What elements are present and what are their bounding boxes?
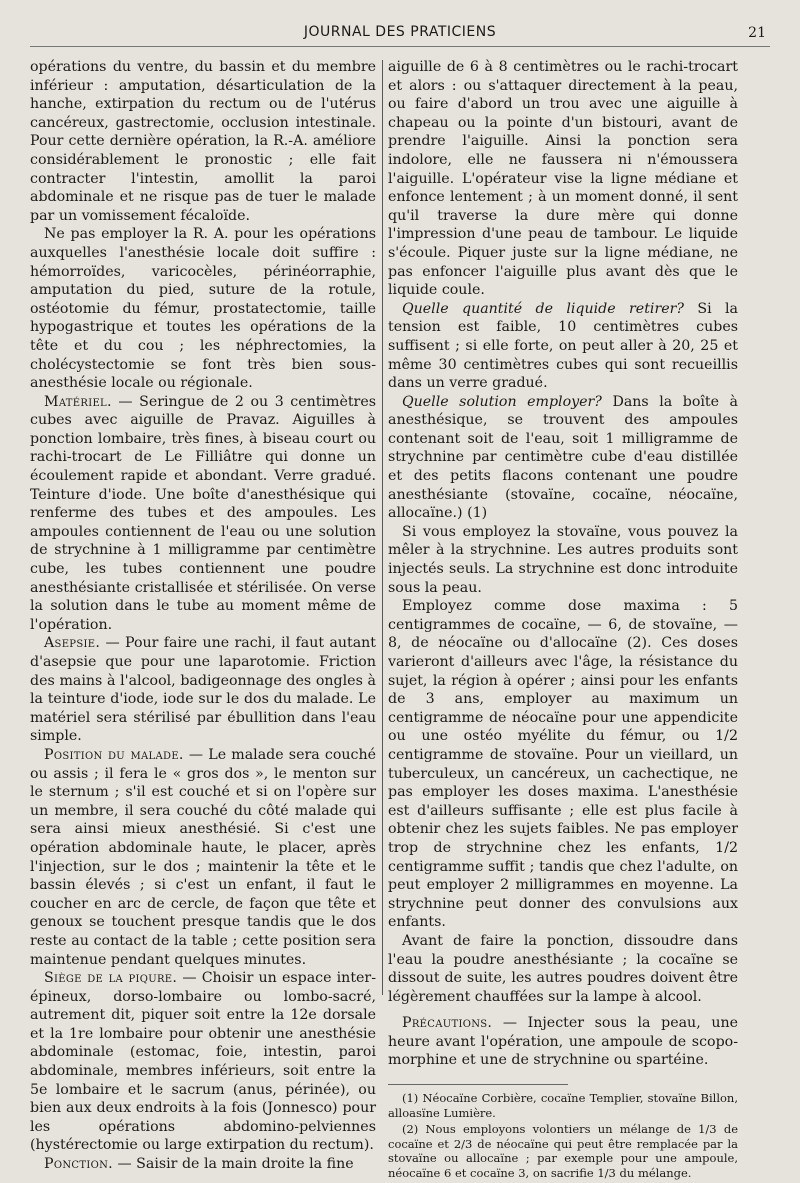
- paragraph-stovaine: Si vous employez la stovaïne, vous pouvez la mêler à la strychnine. Les autres produits sont injectés seuls. La strychnine est donc introduite sous la peau.: [388, 523, 738, 596]
- paragraph-indications: opérations du ventre, du bassin et du membre inférieur : amputation, désarticulation de la hanche, extirpation du rectum ou de l'utérus cancéreux, gastrectomie, occlusion intestinale. Pour cette dernière opération, la R.-A. améliore considérablement le pronostic ; elle fait contracter l'intestin, amollit la paroi abdominale et ne risque pas de tuer le malade par un vomissement fécaloïde.: [30, 59, 376, 224]
- paragraph-ponction: [30, 1155, 376, 1174]
- right-column: [388, 58, 738, 1183]
- section-head-precautions: Précautions.: [402, 1015, 493, 1032]
- paragraph-solution: [388, 393, 738, 523]
- paragraph-quantite: [388, 300, 738, 393]
- section-head-position: Position du malade.: [44, 746, 184, 763]
- paragraph-asepsie: [30, 634, 376, 746]
- paragraph-dissoudre: Avant de faire la ponction, dissoudre dans l'eau la poudre anesthésiante ; la cocaïne se dissout de suite, les autres poudres doivent être légèrement chauffées sur la lampe à alcool.: [388, 932, 738, 1005]
- section-head-asepsie: Asepsie.: [44, 635, 101, 652]
- solution-text: Dans la boîte à anesthésique, se trouvent des ampoules contenant soit de l'eau, soit 1 milligramme de strychnine par centimètre cube d'eau distillée et des petits flacons contenant une poudre anesthésiante (stovaïne, cocaïne, néocaïne, allocaïne.) (1): [388, 393, 738, 522]
- paragraph-position: [30, 746, 376, 969]
- paragraph-doses: Employez comme dose maxima : 5 centigrammes de cocaïne, — 6, de stovaïne, — 8, de néocaïne ou d'allocaïne (2). Ces doses varieront d'ailleurs avec l'âge, la résistance du sujet, la région à opérer ; ainsi pour les enfants de 3 ans, employer au maximum un centigramme de néocaïne pour une appendicite ou une ostéo myélite du fémur, ou 1/2 centigramme de stovaïne. Pour un vieillard, un tuberculeux, un cancéreux, un cachectique, ne pas employer les doses maxima. L'anesthésie est d'ailleurs suffisante ; elle est plus facile à obtenir chez les sujets faibles. Ne pas employer trop de strychnine chez les enfants, 1/2 centigramme suffit ; tandis que chez l'adulte, on peut employer 2 milligrammes en moyenne. La strychnine peut donner des convulsions aux enfants.: [388, 598, 738, 931]
- question-solution: Quelle solution employer?: [402, 393, 602, 410]
- section-head-siege: Siège de la piqure.: [44, 970, 178, 987]
- page-header: [30, 22, 770, 47]
- page-number: 21: [748, 25, 766, 41]
- question-quantite: Quelle quantité de liquide retirer?: [402, 300, 685, 317]
- footnote-2: (2) Nous employons volontiers un mélange de 1/3 de cocaïne et 2/3 de néocaïne qui peut être remplacée par la stovaïne ou allocaïne ; par exemple pour une ampoule, néocaïne 6 et cocaïne 3, on sacrifie 1/3 du mélange.: [388, 1122, 738, 1181]
- quantite-text: Si la tension est faible, 10 centimètres cubes suffisent ; si elle forte, on peut aller à 20, 25 et même 30 centimètres cubes qui sont recueillis dans un verre gradué.: [388, 300, 739, 392]
- footnote-1: (1) Néocaïne Corbière, cocaïne Templier, stovaïne Billon, alloasïne Lumière.: [388, 1091, 738, 1120]
- left-column: [30, 58, 376, 1174]
- section-head-ponction: Ponction.: [44, 1156, 113, 1173]
- paragraph-siege: [30, 969, 376, 1155]
- position-text: — Le malade sera couché ou assis ; il fera le « gros dos », le menton sur le sternum ; s'il est couché et si on l'opère sur un membre, il sera couché du côté malade qui sera ainsi mieux anesthésié. Si c'est une opération abdominale haute, le placer, après l'injection, sur le dos ; maintenir la tête et le bassin élevés ; si c'est un enfant, il faut le coucher en arc de cercle, de façon que tête et genoux se touchent presque tandis que le dos reste au contact de la table ; cette position sera maintenue pendant quelques minutes.: [30, 746, 376, 968]
- paragraph-ponction-continued: aiguille de 6 à 8 centimètres ou le rachi-trocart et alors : ou s'attaquer directement à la peau, ou faire d'abord un trou avec une aiguille à chapeau ou la pointe d'un bistouri, avant de prendre l'aiguille. Ainsi la ponction sera indolore, elle ne faussera ni n'émoussera l'aiguille. L'opérateur vise la ligne médiane et enfonce lentement ; à un moment donné, il sent qu'il traverse la dure mère qui donne l'impression d'une peau de tambour. Le liquide s'écoule. Piquer juste sur la ligne médiane, ne pas enfoncer l'aiguille plus avant dès que le liquide coule.: [388, 59, 738, 299]
- section-head-materiel: Matériel.: [44, 393, 112, 410]
- footnote-divider: [388, 1084, 568, 1085]
- paragraph-contraindications: Ne pas employer la R. A. pour les opérations auxquelles l'anesthésie locale doit suffire : hémorroïdes, varicocèles, périnéorraphie, amputation du pied, suture de la rotule, ostéotomie du fémur, prostatectomie, taille hypogastrique et toutes les opérations de la tête et du cou ; les néphrectomies, la cholécystectomie se font très bien sous-anesthésie locale ou régionale.: [30, 226, 376, 392]
- siege-text: — Choisir un espace inter-épineux, dorso-lombaire ou lombo-sacré, autrement dit, piquer soit entre la 12e dorsale et la 1re lombaire pour obtenir une anesthésie abdominale (estomac, foie, intestin, paroi abdominale, membres inférieurs, soit entre la 5e lombaire et le sacrum (anus, périnée), ou bien aux deux endroits à la fois (Jonnesco) pour les opérations abdomino-pelviennes (hystérectomie ou large extirpation du rectum).: [30, 970, 376, 1154]
- journal-title: JOURNAL DES PRATICIENS: [303, 24, 497, 40]
- paragraph-precautions: [388, 1014, 738, 1070]
- column-divider: [382, 60, 383, 995]
- asepsie-text: — Pour faire une rachi, il faut autant d'asepsie que pour une laparotomie. Friction des mains à l'alcool, badigeonnage des ongles à la teinture d'iode, iode sur le dos du malade. Le matériel sera stérilisé par ébullition dans l'eau simple.: [30, 635, 377, 745]
- ponction-text: — Saisir de la main droite la fine: [117, 1156, 354, 1173]
- paragraph-materiel: [30, 393, 376, 635]
- materiel-text: — Seringue de 2 ou 3 centimètres cubes avec aiguille de Pravaz. Aiguilles à ponction lombaire, très fines, à biseau court ou rachi-trocart de Le Filliâtre qui donne un écoulement rapide et abondant. Verre gradué. Teinture d'iode. Une boîte d'anesthésique qui renferme des tubes et des ampoules. Les ampoules contiennent de l'eau ou une solution de strychnine à 1 milligramme par centimètre cube, les tubes contiennent une poudre anesthésiante cristallisée et stérilisée. On verse la solution dans le tube au moment même de l'opération.: [30, 393, 377, 633]
- precautions-text: — Injecter sous la peau, une heure avant l'opération, une ampoule de scopo-morphine et une de strychnine ou spartéine.: [388, 1015, 738, 1069]
